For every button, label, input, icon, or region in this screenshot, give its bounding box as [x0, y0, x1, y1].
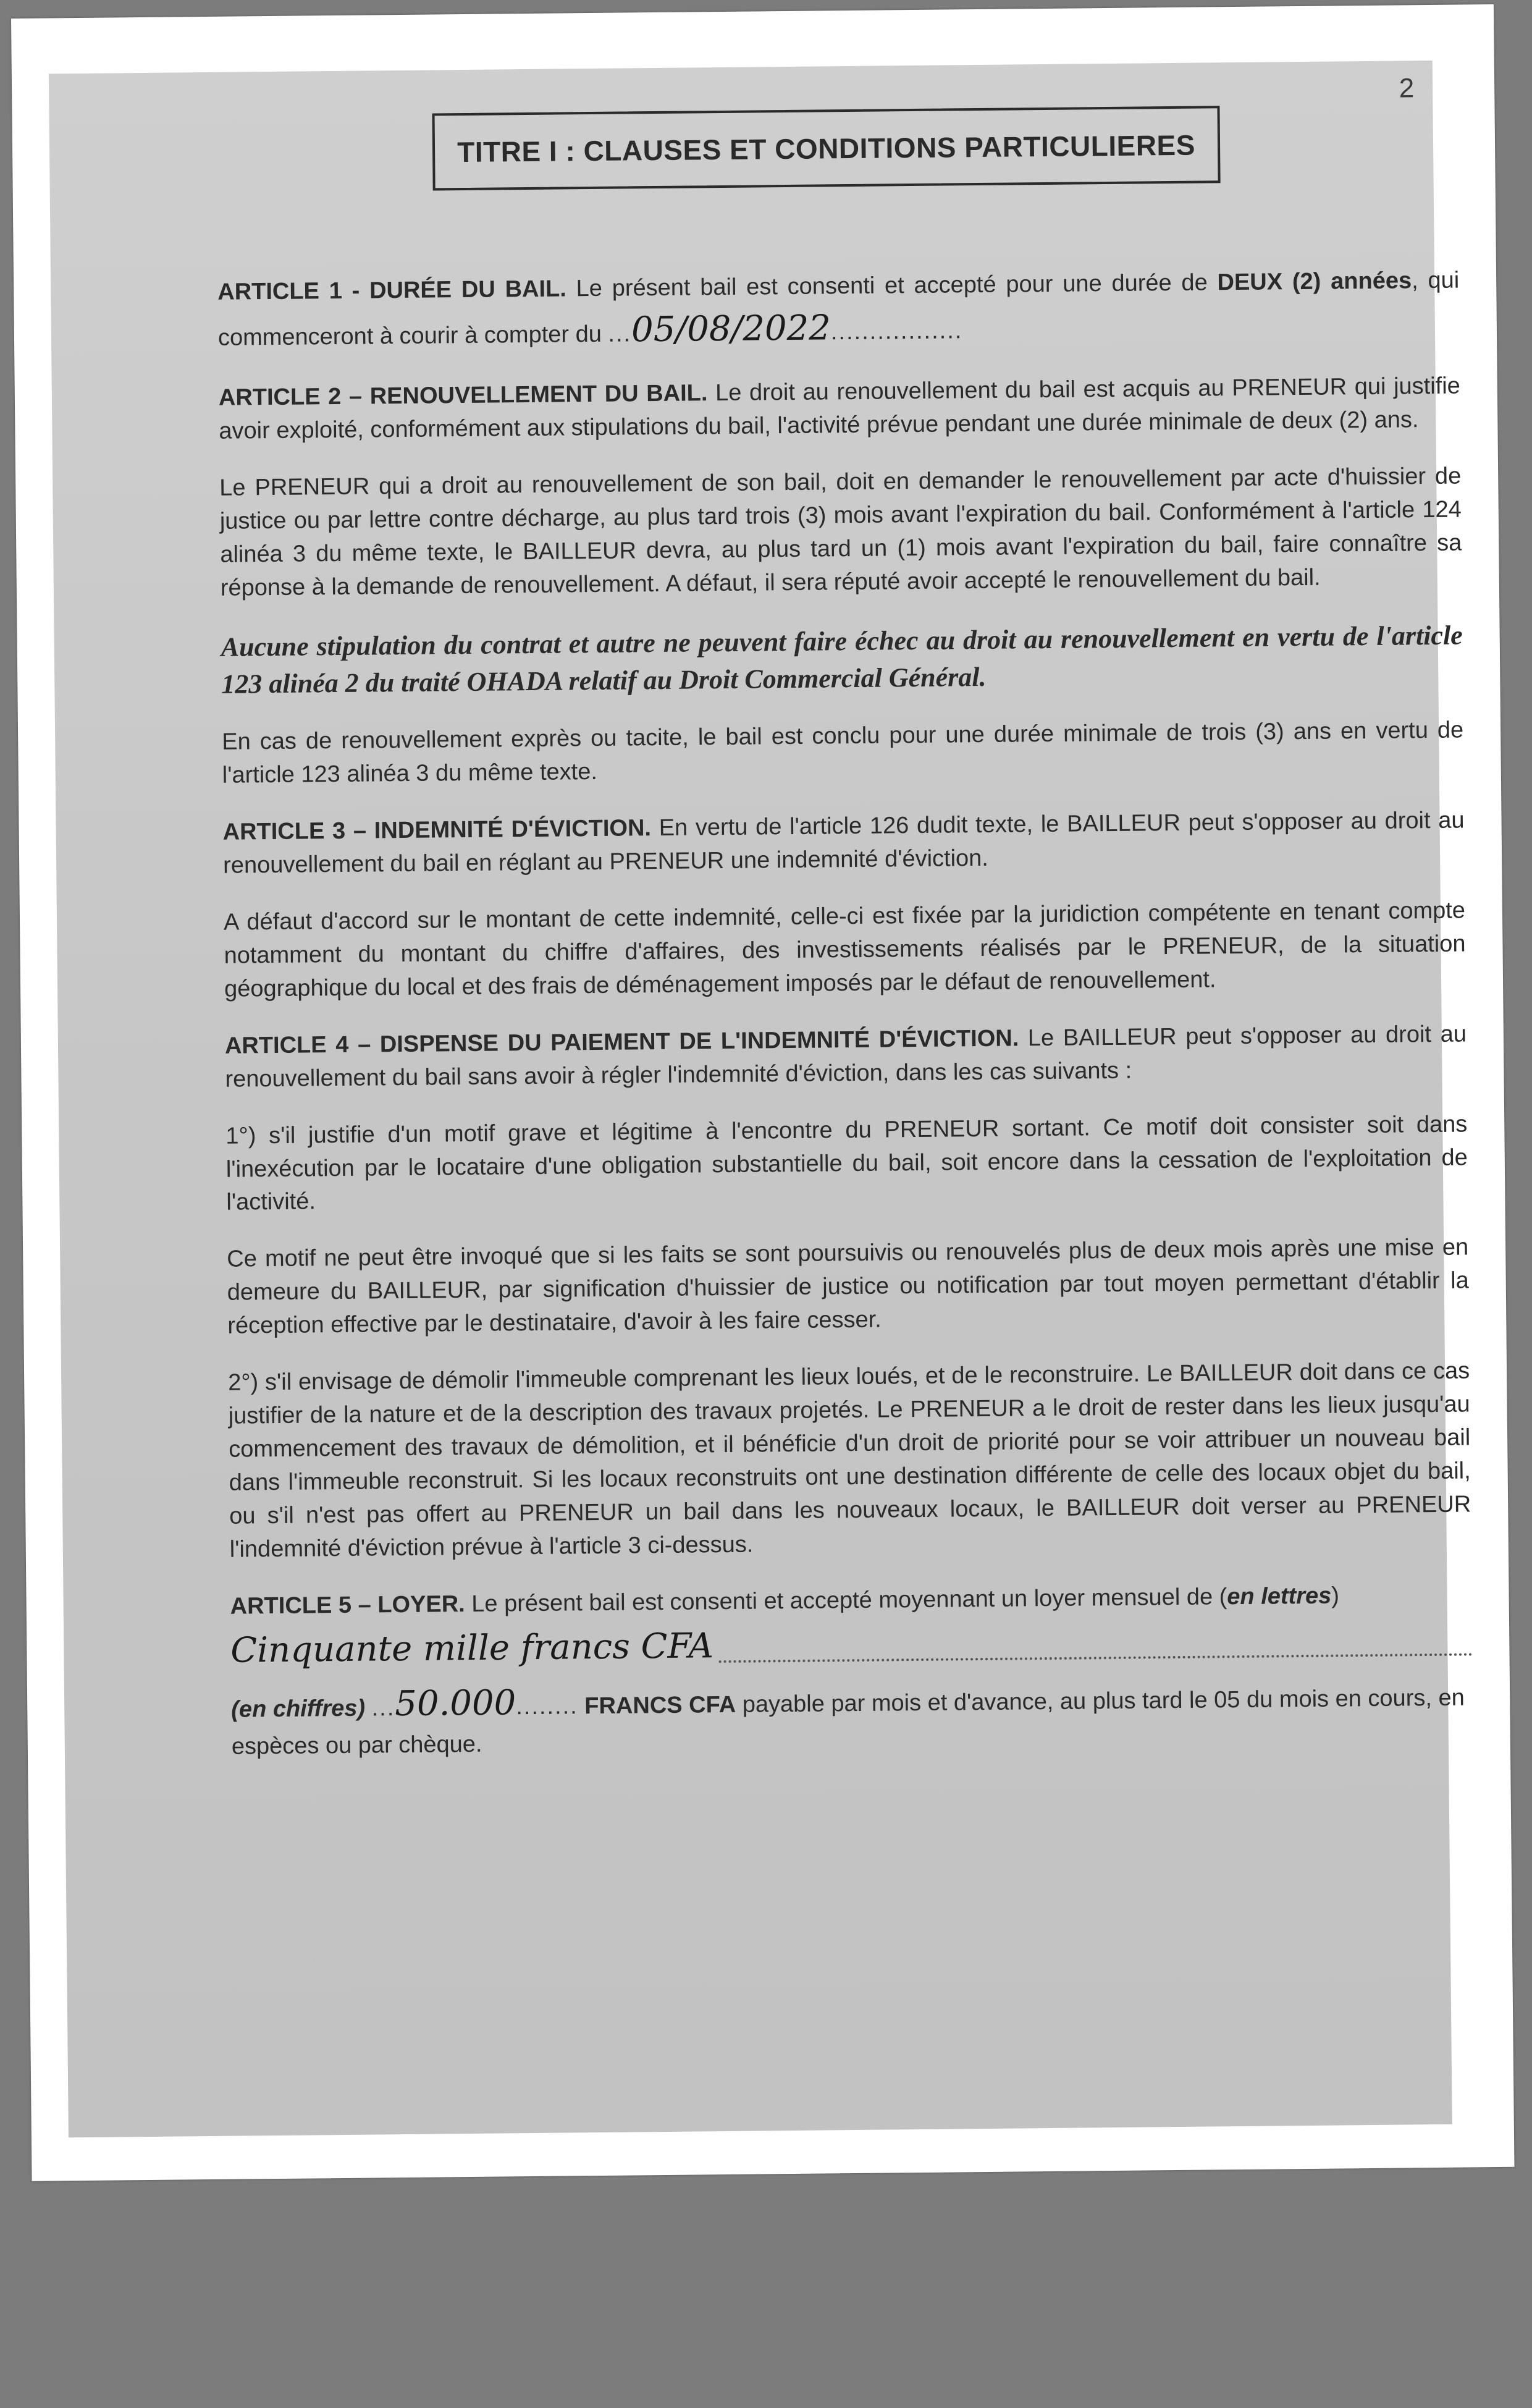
article-1-date-trailing-dots: ................. — [830, 318, 963, 345]
dotted-fill-line — [718, 1654, 1472, 1663]
article-5 — [230, 1578, 1473, 1764]
article-5-amount-words: Cinquante mille francs CFA — [230, 1626, 714, 1671]
article-2 — [219, 370, 1461, 449]
article-1-start-date: 05/08/2022 — [631, 308, 831, 350]
section-title: TITRE I : CLAUSES ET CONDITIONS PARTICULIERES — [457, 129, 1196, 168]
article-1 — [217, 264, 1460, 359]
article-5-line-3 — [231, 1670, 1473, 1764]
article-1-text-b: , qui commenceront à courir à compter du — [217, 267, 1460, 351]
article-5-amount-words-line — [230, 1614, 1473, 1675]
article-5-en-chiffres-close: ) — [357, 1696, 366, 1722]
article-2-paragraph-2: Le PRENEUR qui a droit au renouvellement de son bail, doit en demander le renouvellement par acte d'huissier de justice ou par lettre contre décharge, au plus tard trois (3) mois avant l'expiration du bail. Conformément à l'article 124 alinéa 3 du même texte, le BAILLEUR devra, au plus tard un (1) mois avant l'expiration du bail, faire connaître sa réponse à la demande de renouvellement. A défaut, il sera réputé avoir accepté le renouvellement du bail. — [219, 463, 1462, 602]
article-2-paragraph-4: En cas de renouvellement exprès ou tacite, le bail est conclu pour une durée minimale de trois (3) ans en vertu de l'article 123 alinéa 3 du même texte. — [222, 717, 1464, 788]
article-2-emphasis: Aucune stipulation du contrat et autre ne peuvent faire échec au droit au renouvellement en vertu de l'article 123 alinéa 2 du traité OHADA relatif au Droit Commercial Général. — [221, 620, 1463, 699]
article-5-en-lettres: en lettres — [1227, 1582, 1332, 1610]
article-1-duration: DEUX (2) années — [1217, 268, 1412, 296]
article-1-date-leading-dots: ... — [608, 321, 632, 347]
article-5-text-c: payable par mois et d'avance, au plus tard le 05 du mois en cours, en espèces ou par chèque. — [231, 1684, 1465, 1760]
article-3-paragraph-2: A défaut d'accord sur le montant de cette indemnité, celle-ci est fixée par la juridiction compétente en tenant compte notamment du montant du chiffre d'affaires, des investissements réalisés par le PRENEUR, de la situation géographique du local et des frais de déménagement imposés par le défaut de renouvellement. — [223, 897, 1466, 1002]
article-4 — [225, 1018, 1467, 1096]
photocopy-sheet — [49, 61, 1471, 2137]
article-4-case-2: 2°) s'il envisage de démolir l'immeuble comprenant les lieux loués, et de le reconstruire. Le BAILLEUR doit dans ce cas justifier de la nature et de la description des travaux projetés. Le PRENEUR a le droit de rester dans les lieux jusqu'au commencement des travaux de démolition, et il bénéficie d'un droit de priorité pour se voir attribuer un nouveau bail dans l'immeuble reconstruit. Si les locaux reconstruits ont une destination différente de celle des locaux objet du bail, ou s'il n'est pas offert au PRENEUR un bail dans les nouveaux locaux, le BAILLEUR doit verser au PRENEUR l'indemnité d'éviction prévue à l'article 3 ci-dessus. — [228, 1358, 1471, 1563]
article-3-text: En vertu de l'article 126 dudit texte, le BAILLEUR peut s'opposer au droit au renouvellement du bail en réglant au PRENEUR une indemnité d'éviction. — [222, 807, 1465, 879]
document-page — [11, 4, 1514, 2181]
article-5-text-a: Le présent bail est consenti et accepté moyennant un loyer mensuel de ( — [471, 1584, 1227, 1617]
title-box — [432, 106, 1221, 190]
article-5-amount-digits: 50.000 — [394, 1683, 516, 1725]
article-2-text: Le droit au renouvellement du bail est acquis au PRENEUR qui justifie avoir exploité, conformément aux stipulations du bail, l'activité prévue pendant une durée minimale de deux (2) ans. — [219, 373, 1461, 445]
article-5-heading: ARTICLE 5 – LOYER. — [230, 1591, 465, 1620]
article-1-heading: ARTICLE 1 - DURÉE DU BAIL. — [217, 276, 567, 305]
article-5-text-b: ) — [1331, 1582, 1340, 1609]
article-5-currency: FRANCS CFA — [584, 1692, 736, 1720]
article-2-heading: ARTICLE 2 – RENOUVELLEMENT DU BAIL. — [218, 380, 708, 412]
article-3 — [222, 804, 1465, 882]
article-4-case-1: 1°) s'il justifie d'un motif grave et légitime à l'encontre du PRENEUR sortant. Ce motif doit consister soit dans l'inexécution par le locataire d'une obligation substantielle du bail, soit encore dans la cessation de l'exploitation de l'activité. — [225, 1111, 1468, 1216]
article-4-text: Le BAILLEUR peut s'opposer au droit au renouvellement du bail sans avoir à régler l'indemnité d'éviction, dans les cas suivants : — [225, 1021, 1467, 1092]
document-body — [217, 264, 1473, 1764]
article-4-case-1-paragraph-2: Ce motif ne peut être invoqué que si les faits se sont poursuivis ou renouvelés plus de deux mois après une mise en demeure du BAILLEUR, par signification d'huissier de justice ou notification par tout moyen permettant d'établir la réception effective par le destinataire, d'avoir à les faire cesser. — [227, 1234, 1469, 1340]
article-3-heading: ARTICLE 3 – INDEMNITÉ D'ÉVICTION. — [222, 814, 652, 845]
article-4-heading: ARTICLE 4 – DISPENSE DU PAIEMENT DE L'INDEMNITÉ D'ÉVICTION. — [224, 1025, 1019, 1059]
article-5-amount-leading-dots: ... — [371, 1695, 395, 1722]
article-5-amount-trailing-dots: ........ — [516, 1693, 578, 1720]
article-5-en-chiffres-open: ( — [231, 1697, 240, 1723]
article-1-text-a: Le présent bail est consenti et accepté pour une durée de — [576, 269, 1208, 302]
page-number: 2 — [1399, 73, 1415, 104]
article-5-en-chiffres: en chiffres — [238, 1696, 358, 1723]
